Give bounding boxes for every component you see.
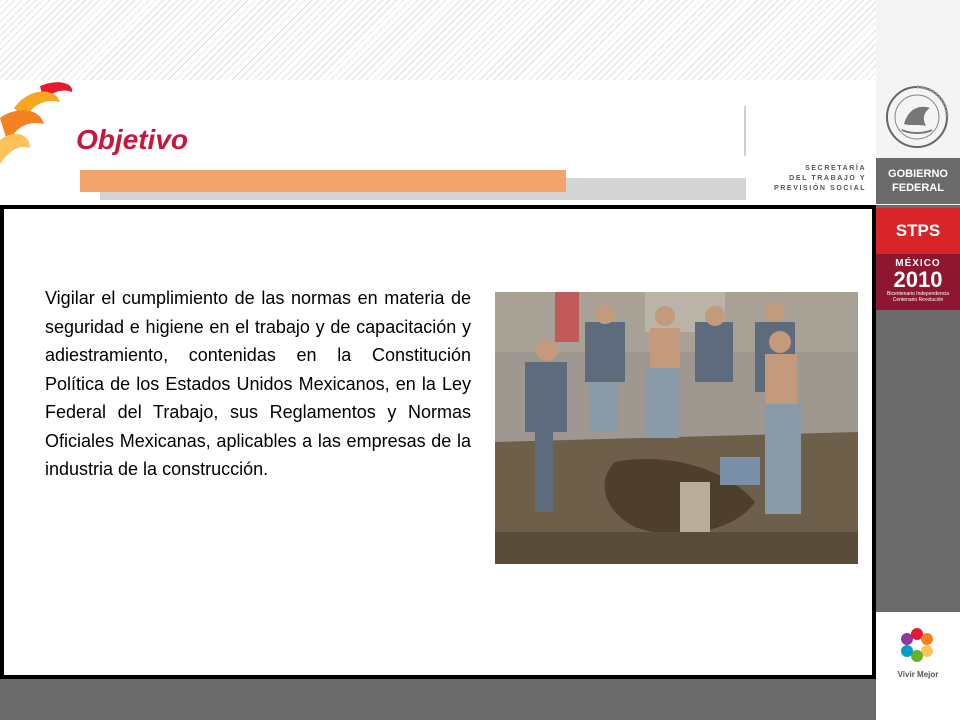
gobierno-federal-badge [876, 158, 960, 204]
centenario-label: Centenario Revolución [892, 297, 944, 303]
secretaria-line-1: SECRETARÍA [805, 165, 867, 172]
logo-swirl-icon [0, 78, 80, 178]
construction-workers-photo [495, 292, 858, 564]
gobierno-line-2: FEDERAL [892, 182, 944, 194]
objective-text: Vigilar el cumplimiento de las normas en materia de seguridad e higiene en el trabajo y de capacitación y adiestramiento, contenidas en la Constitución Política de los Estados Unidos Mexicanos, en la Ley Federal del Trabajo, sus Reglamentos y Normas Oficiales Mexicanas, aplicables a las empresas de la industria de la construcción. [45, 288, 471, 479]
bicentenario-label: Bicentenario Independencia [887, 291, 949, 297]
title-underline-orange [80, 170, 566, 192]
right-sidebar [876, 0, 960, 720]
hatched-header-band [0, 0, 876, 80]
footer-bar [0, 679, 876, 720]
slide-title: Objetivo [76, 124, 189, 155]
secretaria-line-2: DEL TRABAJO Y [789, 175, 867, 182]
secretaria-line-3: PREVISIÓN SOCIAL [774, 185, 867, 192]
mexico-label: MÉXICO [895, 258, 941, 269]
stps-badge: STPS [876, 208, 960, 254]
secretaria-label [774, 164, 866, 194]
vivir-mejor-label: Vivir Mejor [897, 670, 939, 679]
header-divider [744, 106, 746, 156]
year-label: 2010 [893, 267, 943, 292]
vivir-mejor-logo [876, 612, 960, 720]
national-seal-icon [884, 84, 950, 150]
vivir-mejor-flower-icon [898, 626, 936, 664]
mexico-2010-badge [876, 254, 960, 310]
gobierno-line-1: GOBIERNO [888, 168, 948, 180]
